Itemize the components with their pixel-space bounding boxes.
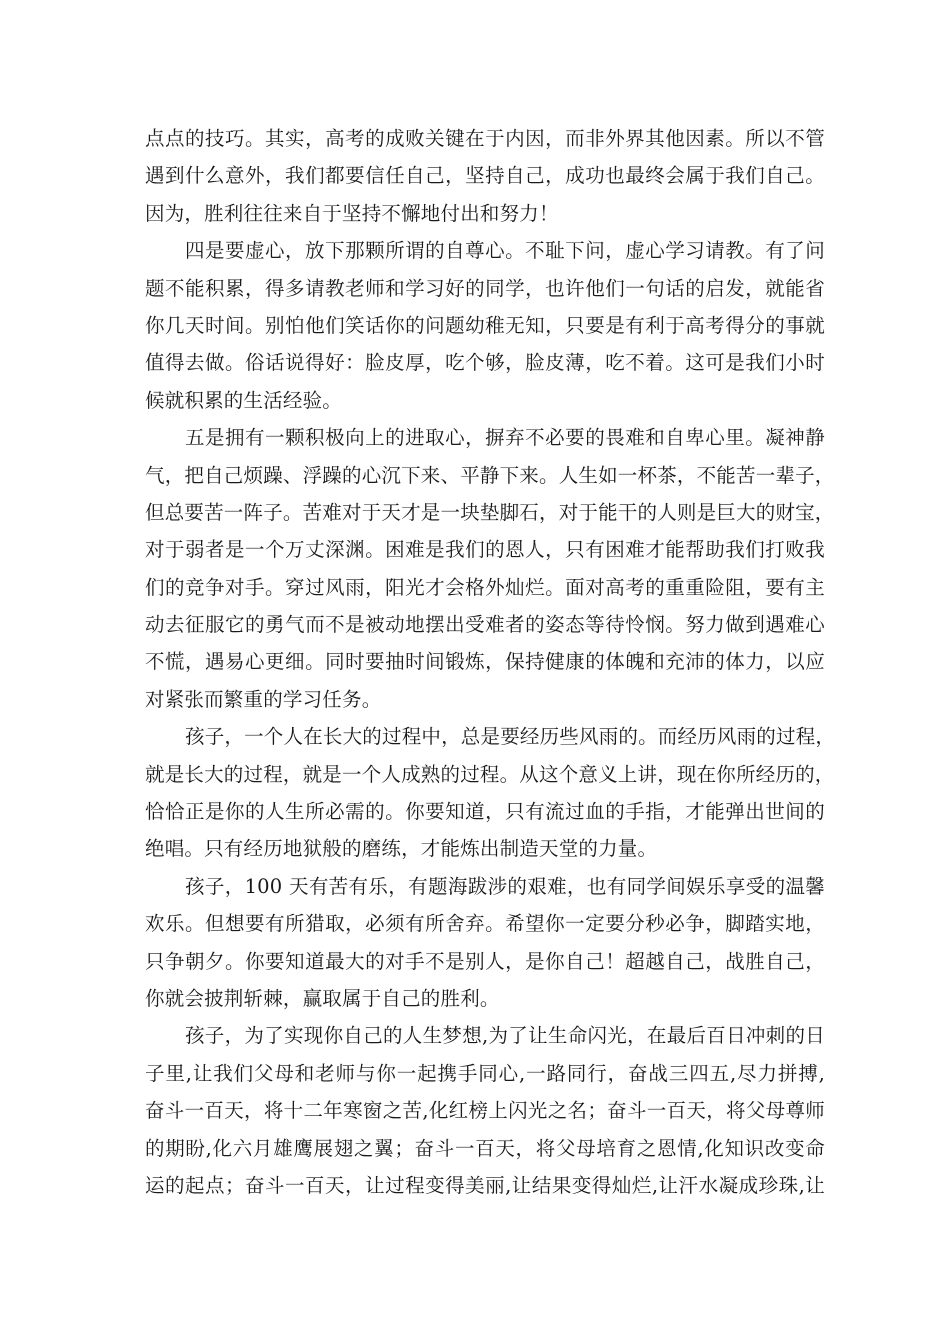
text-line: 欢乐。但想要有所猎取，必须有所舍弃。希望你一定要分秒必争，脚踏实地， <box>145 912 825 936</box>
text-line: 气，把自己烦躁、浮躁的心沉下来、平静下来。人生如一杯茶，不能苦一辈子， <box>145 463 835 487</box>
text-line: 候就积累的生活经验。 <box>145 388 343 412</box>
text-line: 点点的技巧。其实，高考的成败关键在于内因，而非外界其他因素。所以不管 <box>145 127 825 150</box>
text-line: 因为，胜利往往来自于坚持不懈地付出和努力！ <box>145 201 559 225</box>
text-line: 子里,让我们父母和老师与你一起携手同心,一路同行，奋战三四五,尽力拼搏, <box>145 1061 825 1085</box>
paragraph <box>145 419 835 718</box>
paragraph <box>145 718 836 868</box>
text-line: 只争朝夕。你要知道最大的对手不是别人，是你自己！超越自己，战胜自己， <box>145 949 825 973</box>
text-line: 的期盼,化六月雄鹰展翅之翼；奋斗一百天，将父母培育之恩情,化知识改变命 <box>145 1136 825 1160</box>
paragraph <box>145 1017 825 1204</box>
text-line: 题不能积累，得多请教老师和学习好的同学，也许他们一句话的启发，就能省 <box>145 276 825 300</box>
text-line: 不慌，遇易心更细。同时要抽时间锻炼，保持健康的体魄和充沛的体力，以应 <box>145 650 825 674</box>
text-line: 孩子，100 天有苦有乐，有题海跋涉的艰难，也有同学间娱乐享受的温馨 <box>185 874 825 898</box>
text-line: 你就会披荆斩棘，赢取属于自己的胜利。 <box>145 986 500 1010</box>
text-line: 值得去做。俗话说得好：脸皮厚，吃个够，脸皮薄，吃不着。这可是我们小时 <box>145 351 825 375</box>
paragraph <box>145 868 825 1018</box>
text-line: 绝唱。只有经历地狱般的磨练，才能炼出制造天堂的力量。 <box>145 837 658 861</box>
paragraph <box>145 232 825 419</box>
text-line: 恰恰正是你的人生所必需的。你要知道，只有流过血的手指，才能弹出世间的 <box>145 800 825 824</box>
text-line: 运的起点；奋斗一百天，让过程变得美丽,让结果变得灿烂,让汗水凝成珍珠,让 <box>145 1173 825 1197</box>
text-line: 遇到什么意外，我们都要信任自己，坚持自己，成功也最终会属于我们自己。 <box>145 164 825 188</box>
text-line: 五是拥有一颗积极向上的进取心，摒弃不必要的畏难和自卑心里。凝神静 <box>185 426 825 450</box>
text-line: 对紧张而繁重的学习任务。 <box>145 687 382 711</box>
paragraph <box>145 120 825 232</box>
text-line: 奋斗一百天，将十二年寒窗之苦,化红榜上闪光之名；奋斗一百天，将父母尊师 <box>145 1099 825 1123</box>
text-line: 动去征服它的勇气而不是被动地摆出受难者的姿态等待怜悯。努力做到遇难心 <box>145 613 825 637</box>
text-line: 但总要苦一阵子。苦难对于天才是一块垫脚石，对于能干的人则是巨大的财宝， <box>145 500 835 524</box>
text-line: 就是长大的过程，就是一个人成熟的过程。从这个意义上讲，现在你所经历的， <box>145 762 835 786</box>
text-line: 四是要虚心，放下那颗所谓的自尊心。不耻下问，虚心学习请教。有了问 <box>185 239 825 263</box>
text-line: 孩子，一个人在长大的过程中，总是要经历些风雨的。而经历风雨的过程， <box>185 725 836 749</box>
text-line: 你几天时间。别怕他们笑话你的问题幼稚无知，只要是有利于高考得分的事就 <box>145 313 825 337</box>
text-line: 孩子，为了实现你自己的人生梦想,为了让生命闪光，在最后百日冲刺的日 <box>185 1024 825 1048</box>
text-line: 对于弱者是一个万丈深渊。困难是我们的恩人，只有困难才能帮助我们打败我 <box>145 538 825 562</box>
document-page <box>145 120 836 1204</box>
text-line: 们的竞争对手。穿过风雨，阳光才会格外灿烂。面对高考的重重险阻，要有主 <box>145 575 825 599</box>
